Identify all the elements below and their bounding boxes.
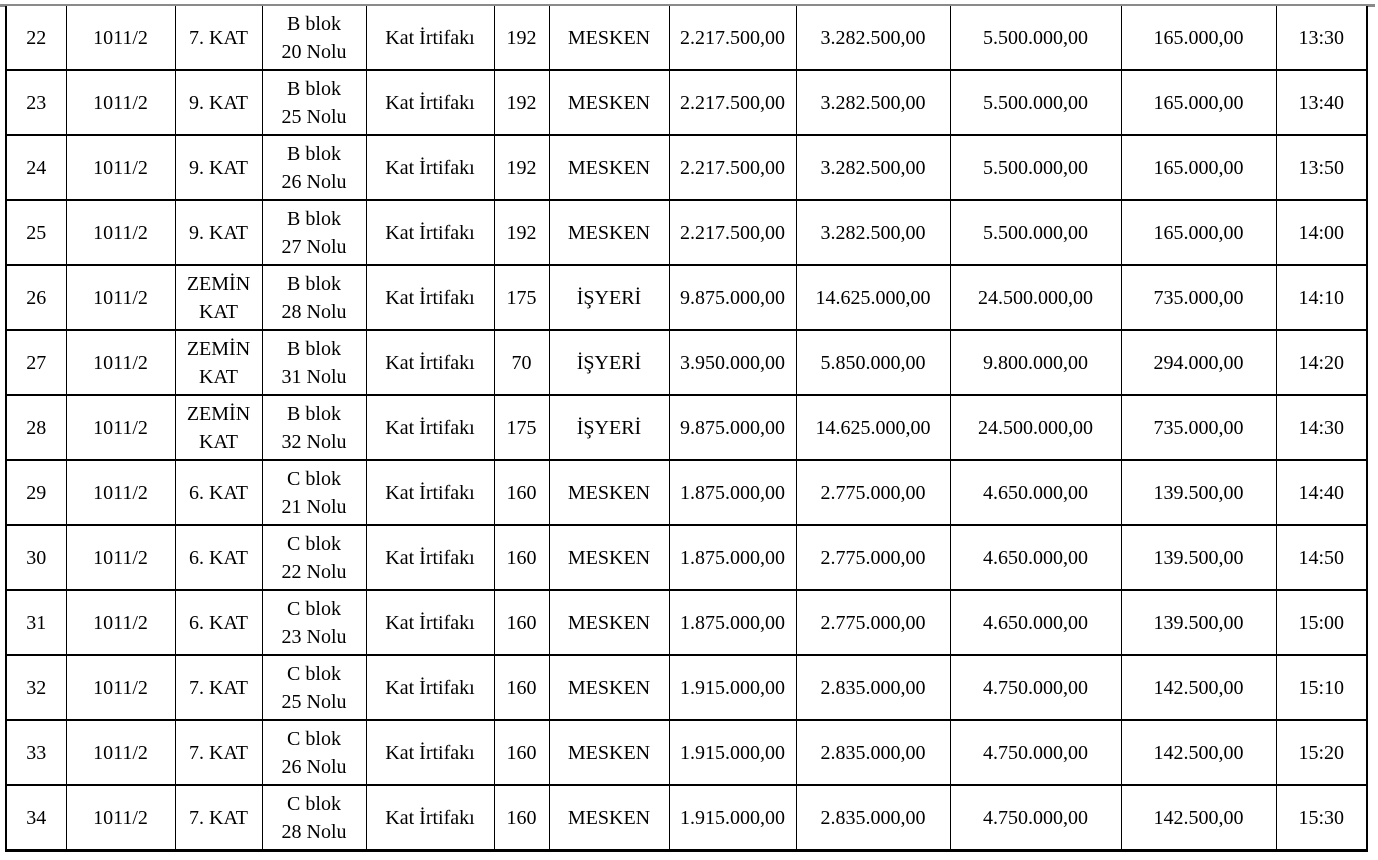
cell-ada-parsel: 1011/2 [66,655,175,720]
cell-deger-1: 9.875.000,00 [669,395,796,460]
cell-sira-no: 26 [6,265,66,330]
cell-tapu-durumu: Kat İrtifakı [366,265,494,330]
cell-deger-1: 2.217.500,00 [669,200,796,265]
cell-deger-2: 2.775.000,00 [796,590,950,655]
table-row [6,525,1367,590]
cell-deger-4: 139.500,00 [1121,525,1276,590]
cell-deger-2: 3.282.500,00 [796,6,950,70]
cell-deger-2: 2.835.000,00 [796,720,950,785]
cell-blok-bagimsiz-bolum: C blok 28 Nolu [262,785,366,851]
cell-nitelik: MESKEN [549,200,669,265]
cell-nitelik: MESKEN [549,655,669,720]
cell-tapu-durumu: Kat İrtifakı [366,785,494,851]
cell-alan-m2: 70 [494,330,549,395]
cell-tapu-durumu: Kat İrtifakı [366,590,494,655]
cell-deger-1: 1.915.000,00 [669,785,796,851]
cell-deger-2: 3.282.500,00 [796,70,950,135]
cell-alan-m2: 192 [494,200,549,265]
cell-deger-1: 1.875.000,00 [669,525,796,590]
cell-nitelik: İŞYERİ [549,395,669,460]
cell-sira-no: 30 [6,525,66,590]
cell-deger-1: 3.950.000,00 [669,330,796,395]
cell-ada-parsel: 1011/2 [66,70,175,135]
cell-deger-4: 165.000,00 [1121,70,1276,135]
cell-ihale-saati: 14:00 [1276,200,1367,265]
cell-tapu-durumu: Kat İrtifakı [366,70,494,135]
cell-blok-bagimsiz-bolum: C blok 26 Nolu [262,720,366,785]
cell-tapu-durumu: Kat İrtifakı [366,135,494,200]
cell-deger-1: 1.875.000,00 [669,460,796,525]
cell-sira-no: 33 [6,720,66,785]
cell-kat: 7. KAT [175,6,262,70]
cell-nitelik: İŞYERİ [549,330,669,395]
cell-deger-1: 9.875.000,00 [669,265,796,330]
cell-alan-m2: 175 [494,395,549,460]
cell-alan-m2: 160 [494,785,549,851]
cell-tapu-durumu: Kat İrtifakı [366,200,494,265]
cell-kat: 7. KAT [175,785,262,851]
table-row [6,590,1367,655]
cell-blok-bagimsiz-bolum: B blok 27 Nolu [262,200,366,265]
cell-ada-parsel: 1011/2 [66,460,175,525]
cell-tapu-durumu: Kat İrtifakı [366,655,494,720]
cell-ihale-saati: 14:30 [1276,395,1367,460]
auction-list-table [5,6,1368,852]
cell-tapu-durumu: Kat İrtifakı [366,720,494,785]
cell-tapu-durumu: Kat İrtifakı [366,395,494,460]
cell-alan-m2: 192 [494,70,549,135]
cell-deger-1: 2.217.500,00 [669,70,796,135]
cell-ihale-saati: 13:50 [1276,135,1367,200]
cell-nitelik: MESKEN [549,525,669,590]
cell-deger-4: 142.500,00 [1121,785,1276,851]
cell-deger-2: 2.775.000,00 [796,525,950,590]
cell-sira-no: 23 [6,70,66,135]
cell-tapu-durumu: Kat İrtifakı [366,330,494,395]
cell-deger-3: 4.650.000,00 [950,525,1121,590]
cell-blok-bagimsiz-bolum: C blok 21 Nolu [262,460,366,525]
cell-blok-bagimsiz-bolum: B blok 20 Nolu [262,6,366,70]
cell-kat: 6. KAT [175,590,262,655]
cell-deger-4: 139.500,00 [1121,460,1276,525]
cell-kat: 6. KAT [175,460,262,525]
table-row [6,265,1367,330]
cell-kat: 9. KAT [175,70,262,135]
cell-kat: ZEMİN KAT [175,265,262,330]
table-body [6,6,1367,851]
cell-deger-2: 2.775.000,00 [796,460,950,525]
cell-deger-3: 24.500.000,00 [950,265,1121,330]
cell-sira-no: 29 [6,460,66,525]
cell-blok-bagimsiz-bolum: B blok 31 Nolu [262,330,366,395]
cell-sira-no: 25 [6,200,66,265]
cell-deger-4: 735.000,00 [1121,395,1276,460]
cell-ada-parsel: 1011/2 [66,720,175,785]
cell-sira-no: 24 [6,135,66,200]
table-row [6,720,1367,785]
cell-blok-bagimsiz-bolum: C blok 25 Nolu [262,655,366,720]
cell-blok-bagimsiz-bolum: B blok 28 Nolu [262,265,366,330]
cell-deger-2: 2.835.000,00 [796,655,950,720]
cell-deger-2: 5.850.000,00 [796,330,950,395]
cell-deger-3: 9.800.000,00 [950,330,1121,395]
cell-deger-4: 165.000,00 [1121,6,1276,70]
cell-blok-bagimsiz-bolum: C blok 23 Nolu [262,590,366,655]
cell-nitelik: MESKEN [549,70,669,135]
cell-ihale-saati: 14:20 [1276,330,1367,395]
cell-ada-parsel: 1011/2 [66,265,175,330]
cell-deger-4: 165.000,00 [1121,135,1276,200]
cell-ihale-saati: 15:00 [1276,590,1367,655]
cell-deger-3: 4.750.000,00 [950,720,1121,785]
cell-alan-m2: 160 [494,720,549,785]
cell-deger-3: 5.500.000,00 [950,200,1121,265]
cell-ada-parsel: 1011/2 [66,135,175,200]
cell-sira-no: 28 [6,395,66,460]
cell-ada-parsel: 1011/2 [66,6,175,70]
cell-ihale-saati: 13:30 [1276,6,1367,70]
cell-alan-m2: 175 [494,265,549,330]
cell-deger-3: 5.500.000,00 [950,70,1121,135]
cell-alan-m2: 160 [494,460,549,525]
cell-deger-4: 294.000,00 [1121,330,1276,395]
cell-deger-3: 5.500.000,00 [950,6,1121,70]
cell-deger-2: 2.835.000,00 [796,785,950,851]
cell-kat: 6. KAT [175,525,262,590]
table-row [6,395,1367,460]
cell-blok-bagimsiz-bolum: B blok 26 Nolu [262,135,366,200]
cell-deger-1: 1.915.000,00 [669,655,796,720]
cell-blok-bagimsiz-bolum: B blok 25 Nolu [262,70,366,135]
cell-nitelik: MESKEN [549,720,669,785]
cell-deger-3: 4.650.000,00 [950,590,1121,655]
table-row [6,6,1367,70]
cell-alan-m2: 160 [494,590,549,655]
cell-ihale-saati: 15:30 [1276,785,1367,851]
cell-sira-no: 22 [6,6,66,70]
cell-nitelik: MESKEN [549,135,669,200]
cell-ada-parsel: 1011/2 [66,590,175,655]
table-row [6,785,1367,851]
cell-deger-4: 165.000,00 [1121,200,1276,265]
cell-ihale-saati: 14:40 [1276,460,1367,525]
cell-deger-2: 3.282.500,00 [796,135,950,200]
cell-kat: 7. KAT [175,655,262,720]
table-row [6,135,1367,200]
cell-deger-2: 3.282.500,00 [796,200,950,265]
cell-ihale-saati: 14:50 [1276,525,1367,590]
cell-blok-bagimsiz-bolum: C blok 22 Nolu [262,525,366,590]
cell-deger-1: 1.875.000,00 [669,590,796,655]
cell-deger-2: 14.625.000,00 [796,265,950,330]
cell-deger-2: 14.625.000,00 [796,395,950,460]
cell-deger-3: 4.650.000,00 [950,460,1121,525]
cell-nitelik: MESKEN [549,590,669,655]
cell-deger-4: 139.500,00 [1121,590,1276,655]
cell-deger-4: 142.500,00 [1121,655,1276,720]
cell-alan-m2: 160 [494,655,549,720]
cell-alan-m2: 192 [494,135,549,200]
table-row [6,200,1367,265]
cell-ihale-saati: 15:20 [1276,720,1367,785]
cell-ihale-saati: 14:10 [1276,265,1367,330]
cell-kat: ZEMİN KAT [175,330,262,395]
cell-deger-3: 5.500.000,00 [950,135,1121,200]
cell-sira-no: 31 [6,590,66,655]
cell-ihale-saati: 15:10 [1276,655,1367,720]
table-row [6,330,1367,395]
cell-ada-parsel: 1011/2 [66,395,175,460]
cell-kat: 7. KAT [175,720,262,785]
cell-deger-1: 2.217.500,00 [669,135,796,200]
cell-nitelik: MESKEN [549,6,669,70]
cell-sira-no: 34 [6,785,66,851]
cell-ada-parsel: 1011/2 [66,200,175,265]
cell-deger-4: 142.500,00 [1121,720,1276,785]
cell-kat: 9. KAT [175,135,262,200]
cell-kat: 9. KAT [175,200,262,265]
cell-deger-3: 4.750.000,00 [950,785,1121,851]
cell-tapu-durumu: Kat İrtifakı [366,460,494,525]
table-row [6,655,1367,720]
cell-blok-bagimsiz-bolum: B blok 32 Nolu [262,395,366,460]
table-row [6,460,1367,525]
cell-alan-m2: 160 [494,525,549,590]
cell-ada-parsel: 1011/2 [66,330,175,395]
cell-nitelik: İŞYERİ [549,265,669,330]
cell-ada-parsel: 1011/2 [66,525,175,590]
cell-deger-3: 4.750.000,00 [950,655,1121,720]
cell-deger-1: 1.915.000,00 [669,720,796,785]
cell-alan-m2: 192 [494,6,549,70]
cell-tapu-durumu: Kat İrtifakı [366,6,494,70]
cell-tapu-durumu: Kat İrtifakı [366,525,494,590]
table-row [6,70,1367,135]
cell-kat: ZEMİN KAT [175,395,262,460]
cell-deger-1: 2.217.500,00 [669,6,796,70]
cell-nitelik: MESKEN [549,785,669,851]
cell-deger-4: 735.000,00 [1121,265,1276,330]
cell-ada-parsel: 1011/2 [66,785,175,851]
cell-nitelik: MESKEN [549,460,669,525]
cell-sira-no: 27 [6,330,66,395]
cell-ihale-saati: 13:40 [1276,70,1367,135]
cell-sira-no: 32 [6,655,66,720]
cell-deger-3: 24.500.000,00 [950,395,1121,460]
